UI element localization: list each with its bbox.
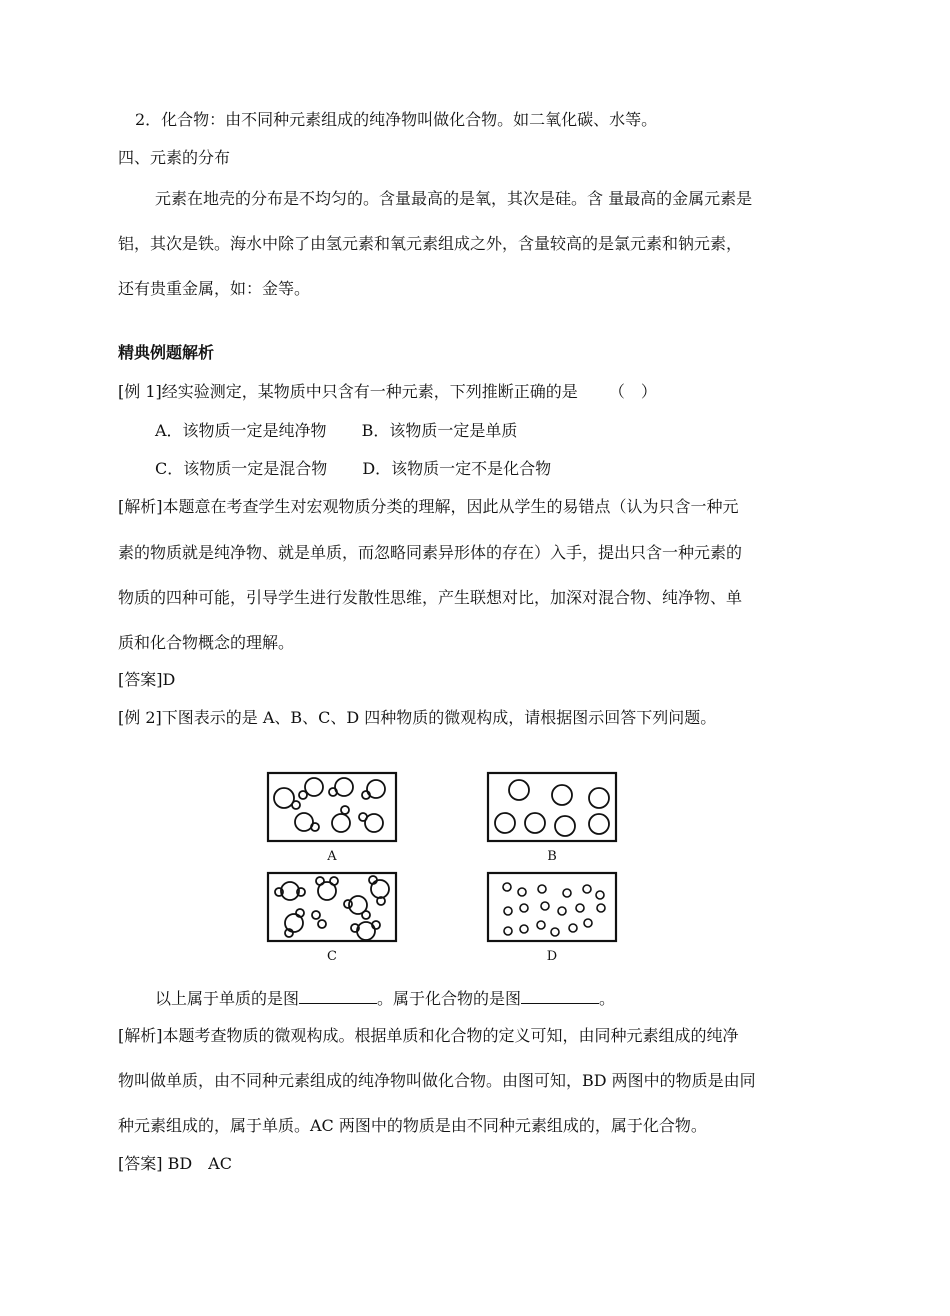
example-1-options-row-1 — [155, 419, 517, 443]
example-2-analysis-line-1: [解析]本题考查物质的微观构成。根据单质和化合物的定义可知，由同种元素组成的纯净 — [118, 1026, 739, 1045]
example-2-question: [例 2]下图表示的是 A、B、C、D 四种物质的微观构成，请根据图示回答下列问题。 — [118, 708, 717, 727]
example-1-analysis-line-2: 素的物质就是纯净物、就是单质，而忽略同素异形体的存在）入手，提出只含一种元素的 — [118, 543, 743, 562]
label-b: B — [547, 849, 557, 864]
example-1-answer: [答案]D — [118, 670, 176, 689]
particles-b — [495, 780, 609, 836]
section-four-paragraph-line-1: 元素在地壳的分布是不均匀的。含量最高的是氧，其次是硅。含 量最高的金属元素是 — [155, 189, 753, 208]
section-four-paragraph-line-2: 铝，其次是铁。海水中除了由氢元素和氧元素组成之外，含量较高的是氯元素和钠元素， — [118, 234, 743, 253]
label-a: A — [327, 849, 337, 864]
example-2-answer: [答案] BD AC — [118, 1154, 232, 1173]
compound-definition: 2．化合物：由不同种元素组成的纯净物叫做化合物。如二氧化碳、水等。 — [135, 110, 658, 129]
option-b: B．该物质一定是单质 — [361, 421, 518, 440]
example-1-analysis-line-4: 质和化合物概念的理解。 — [118, 633, 295, 652]
fill-in-text-1: 以上属于单质的是图 — [155, 989, 300, 1008]
answer-blank-compound[interactable] — [521, 985, 599, 1004]
example-2-analysis-line-2: 物叫做单质，由不同种元素组成的纯净物叫做化合物。由图可知，BD 两图中的物质是由同 — [118, 1071, 756, 1090]
example-1-question — [118, 380, 657, 404]
label-d: D — [546, 949, 558, 964]
particles-a — [274, 778, 385, 832]
label-c: C — [327, 949, 337, 964]
example-1-options-row-2 — [155, 457, 551, 481]
example-1-analysis-line-1: [解析]本题意在考查学生对宏观物质分类的理解，因此从学生的易错点（认为只含一种元 — [118, 497, 739, 516]
example-1-question-text: [例 1]经实验测定，某物质中只含有一种元素，下列推断正确的是 — [118, 382, 578, 401]
option-a: A．该物质一定是纯净物 — [155, 421, 327, 440]
example-1-analysis-line-3: 物质的四种可能，引导学生进行发散性思维，产生联想对比，加深对混合物、纯净物、单 — [118, 588, 743, 607]
fill-in-text-2: 。属于化合物的是图 — [377, 989, 522, 1008]
particles-d — [503, 883, 605, 936]
example-2-analysis-line-3: 种元素组成的，属于单质。AC 两图中的物质是由不同种元素组成的，属于化合物。 — [118, 1116, 707, 1135]
examples-heading: 精典例题解析 — [118, 343, 215, 362]
fill-in-question — [155, 985, 615, 1011]
answer-blank-element[interactable] — [299, 985, 377, 1004]
section-four-paragraph-line-3: 还有贵重金属，如：金等。 — [118, 279, 311, 298]
example-1-answer-paren: （ ） — [608, 382, 657, 401]
option-d: D．该物质一定不是化合物 — [362, 459, 552, 478]
fill-in-text-3: 。 — [599, 989, 616, 1008]
option-c: C．该物质一定是混合物 — [155, 459, 328, 478]
section-four-title: 四、元素的分布 — [118, 148, 231, 167]
particles-c — [275, 876, 389, 940]
particle-diagram — [260, 765, 640, 970]
